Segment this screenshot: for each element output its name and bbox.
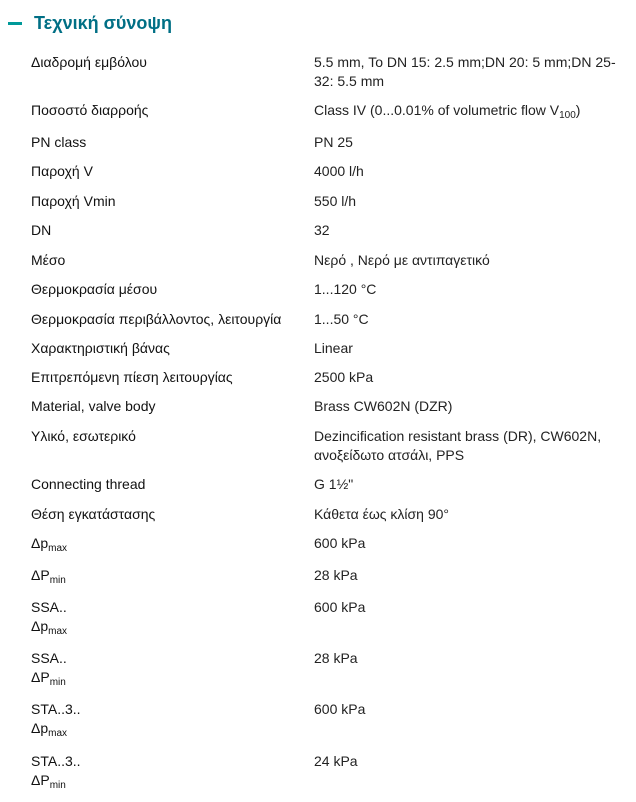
spec-label: Θερμοκρασία περιβάλλοντος, λειτουργία — [31, 311, 282, 327]
spec-value: 5.5 mm, To DN 15: 2.5 mm;DN 20: 5 mm;DN 25-32: 5.5 mm — [314, 54, 616, 89]
spec-value: Νερό , Νερό με αντιπαγετικό — [314, 252, 490, 268]
spec-value: PN 25 — [314, 134, 353, 150]
spec-value: Κάθετα έως κλίση 90° — [314, 506, 450, 522]
spec-label: PN class — [31, 134, 87, 150]
spec-value: 2500 kPa — [314, 369, 374, 385]
spec-label: Θερμοκρασία μέσου — [31, 281, 158, 297]
spec-value: 4000 l/h — [314, 163, 364, 179]
spec-label: $\Delta p_{max}$ — [31, 535, 68, 554]
spec-label: Μέσο — [31, 252, 66, 268]
spec-value: 600 kPa — [314, 701, 366, 717]
collapse-icon[interactable] — [8, 22, 22, 25]
spec-value: 600 kPa — [314, 535, 366, 551]
spec-value: 24 kPa — [314, 753, 358, 769]
spec-label: Παροχή V — [31, 163, 93, 179]
spec-label: STA..3.. $\Delta P_{min}$ — [31, 753, 81, 791]
spec-value: Linear — [314, 340, 353, 356]
spec-label: Διαδρομή εμβόλου — [31, 54, 147, 70]
spec-label: Επιτρεπόμενη πίεση λειτουργίας — [31, 369, 233, 385]
spec-label: Connecting thread — [31, 476, 146, 492]
spec-value: Dezincification resistant brass (DR), CW602N, ανοξείδωτο ατσάλι, PPS — [314, 428, 602, 463]
spec-value: 32 — [314, 222, 330, 238]
spec-label: Ποσοστό διαρροής — [31, 102, 149, 118]
spec-value: 550 l/h — [314, 193, 357, 209]
spec-value: 28 kPa — [314, 567, 358, 583]
spec-value: 1...50 °C — [314, 311, 369, 327]
spec-label: $\Delta P_{min}$ — [31, 567, 66, 586]
spec-value: 600 kPa — [314, 599, 366, 615]
spec-label: SSA.. $\Delta P_{min}$ — [31, 650, 67, 688]
spec-value: Brass CW602N (DZR) — [314, 398, 453, 414]
section-title: Τεχνική σύνοψη — [34, 12, 172, 33]
spec-value: 28 kPa — [314, 650, 358, 666]
section-header[interactable] — [8, 10, 172, 36]
spec-value: Class IV (0...0.01% of volumetric flow $V_{100}$) — [314, 102, 581, 121]
spec-label: Παροχή Vmin — [31, 193, 116, 209]
spec-label: Υλικό, εσωτερικό — [31, 428, 136, 444]
spec-label: Χαρακτηριστική βάνας — [31, 340, 170, 356]
spec-label: Θέση εγκατάστασης — [31, 506, 156, 522]
spec-label: DN — [31, 222, 52, 238]
spec-value: 1...120 °C — [314, 281, 377, 297]
spec-label: Material, valve body — [31, 398, 156, 414]
spec-label: SSA.. $\Delta p_{max}$ — [31, 599, 68, 637]
spec-label: STA..3.. $\Delta p_{max}$ — [31, 701, 81, 739]
spec-value: G 1½" — [314, 476, 354, 492]
